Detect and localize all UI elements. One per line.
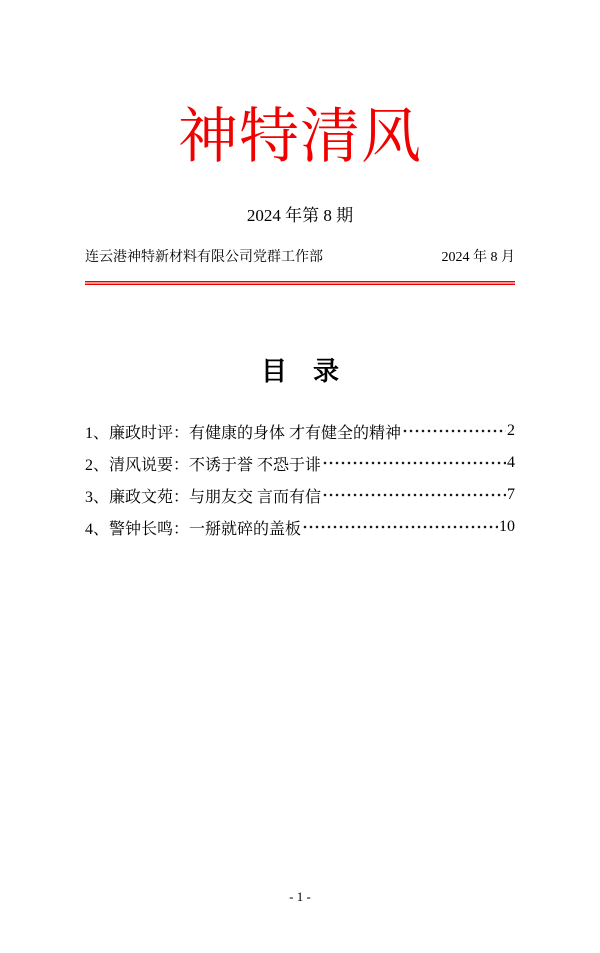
toc-list [85, 415, 515, 543]
toc-item-label: 4、警钟长鸣：一掰就碎的盖板 [85, 520, 302, 538]
toc-heading: 目 录 [260, 357, 339, 387]
publisher-name: 连云港神特新材料有限公司党群工作部 [85, 250, 323, 266]
publisher-row [85, 250, 515, 267]
masthead-rule [85, 281, 515, 285]
page-title: 神特清风 [178, 104, 422, 170]
toc-item [85, 479, 515, 511]
toc-leader-dots [322, 479, 506, 511]
toc-leader-dots [402, 415, 506, 447]
toc-item-label: 2、清风说要：不诱于誉 不恐于诽 [85, 456, 322, 474]
toc-leader-dots [322, 447, 506, 479]
toc-item-label: 1、廉政时评：有健康的身体 才有健全的精神 [85, 424, 402, 442]
toc-item [85, 511, 515, 543]
toc-page-number: 4 [507, 454, 515, 472]
page-content [0, 104, 600, 543]
page-number-footer: - 1 - [289, 889, 311, 904]
publish-date: 2024 年 8 月 [441, 250, 515, 266]
toc-page-number: 2 [507, 422, 515, 440]
toc-item [85, 415, 515, 447]
toc-page-number: 7 [507, 486, 515, 504]
toc-page-number: 10 [499, 518, 515, 536]
document-page [0, 104, 600, 953]
toc-leader-dots [302, 511, 498, 543]
toc-item-label: 3、廉政文苑：与朋友交 言而有信 [85, 488, 322, 506]
issue-number: 2024 年第 8 期 [246, 206, 354, 225]
toc-item [85, 447, 515, 479]
